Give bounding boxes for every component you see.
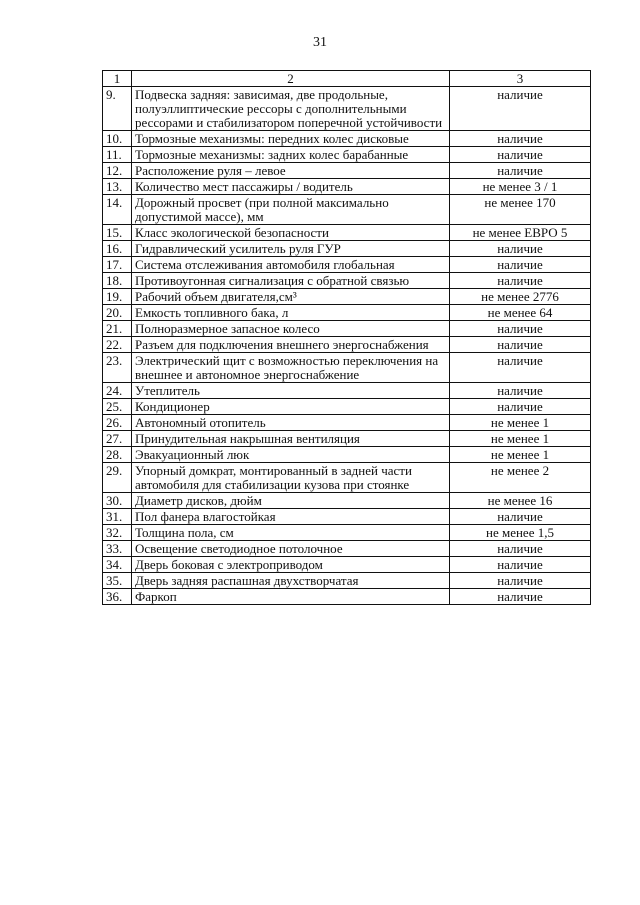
row-description-cell: Фаркоп bbox=[132, 589, 450, 605]
row-number-cell: 18. bbox=[103, 273, 132, 289]
specification-table-body bbox=[103, 71, 591, 605]
row-number-cell: 30. bbox=[103, 493, 132, 509]
row-description-cell: Тормозные механизмы: передних колес дисковые bbox=[132, 131, 450, 147]
row-number-cell: 31. bbox=[103, 509, 132, 525]
table-row bbox=[103, 337, 591, 353]
header-cell-description: 2 bbox=[132, 71, 450, 87]
row-description-cell: Диаметр дисков, дюйм bbox=[132, 493, 450, 509]
table-row bbox=[103, 305, 591, 321]
row-value-cell: не менее 170 bbox=[450, 195, 591, 225]
table-row bbox=[103, 131, 591, 147]
row-description-cell: Толщина пола, см bbox=[132, 525, 450, 541]
row-description-cell: Кондиционер bbox=[132, 399, 450, 415]
row-value-cell: наличие bbox=[450, 257, 591, 273]
table-row bbox=[103, 463, 591, 493]
row-number-cell: 29. bbox=[103, 463, 132, 493]
row-description-cell: Количество мест пассажиры / водитель bbox=[132, 179, 450, 195]
row-number-cell: 26. bbox=[103, 415, 132, 431]
table-row bbox=[103, 541, 591, 557]
row-description-cell: Полноразмерное запасное колесо bbox=[132, 321, 450, 337]
row-number-cell: 12. bbox=[103, 163, 132, 179]
row-value-cell: наличие bbox=[450, 131, 591, 147]
table-header-row bbox=[103, 71, 591, 87]
table-row bbox=[103, 525, 591, 541]
table-row bbox=[103, 573, 591, 589]
row-value-cell: наличие bbox=[450, 321, 591, 337]
row-number-cell: 36. bbox=[103, 589, 132, 605]
row-value-cell: наличие bbox=[450, 573, 591, 589]
row-value-cell: не менее 64 bbox=[450, 305, 591, 321]
row-number-cell: 14. bbox=[103, 195, 132, 225]
table-row bbox=[103, 509, 591, 525]
table-row bbox=[103, 353, 591, 383]
row-description-cell: Система отслеживания автомобиля глобальная bbox=[132, 257, 450, 273]
row-value-cell: наличие bbox=[450, 353, 591, 383]
page-number: 31 bbox=[313, 35, 327, 50]
table-row bbox=[103, 195, 591, 225]
row-description-cell: Класс экологической безопасности bbox=[132, 225, 450, 241]
row-number-cell: 21. bbox=[103, 321, 132, 337]
row-value-cell: не менее 2 bbox=[450, 463, 591, 493]
table-row bbox=[103, 273, 591, 289]
row-number-cell: 17. bbox=[103, 257, 132, 273]
row-number-cell: 10. bbox=[103, 131, 132, 147]
row-value-cell: наличие bbox=[450, 163, 591, 179]
row-value-cell: не менее 2776 bbox=[450, 289, 591, 305]
row-value-cell: не менее 16 bbox=[450, 493, 591, 509]
table-row bbox=[103, 163, 591, 179]
row-value-cell: наличие bbox=[450, 589, 591, 605]
table-row bbox=[103, 147, 591, 163]
table-row bbox=[103, 179, 591, 195]
header-cell-value: 3 bbox=[450, 71, 591, 87]
row-value-cell: не менее ЕВРО 5 bbox=[450, 225, 591, 241]
row-number-cell: 11. bbox=[103, 147, 132, 163]
table-row bbox=[103, 225, 591, 241]
table-row bbox=[103, 257, 591, 273]
table-row bbox=[103, 87, 591, 131]
table-row bbox=[103, 447, 591, 463]
row-number-cell: 24. bbox=[103, 383, 132, 399]
row-description-cell: Емкость топливного бака, л bbox=[132, 305, 450, 321]
row-description-cell: Пол фанера влагостойкая bbox=[132, 509, 450, 525]
table-row bbox=[103, 289, 591, 305]
row-description-cell: Расположение руля – левое bbox=[132, 163, 450, 179]
row-number-cell: 25. bbox=[103, 399, 132, 415]
table-row bbox=[103, 493, 591, 509]
row-description-cell: Эвакуационный люк bbox=[132, 447, 450, 463]
row-description-cell: Освещение светодиодное потолочное bbox=[132, 541, 450, 557]
row-description-cell: Рабочий объем двигателя,см³ bbox=[132, 289, 450, 305]
table-row bbox=[103, 241, 591, 257]
row-description-cell: Упорный домкрат, монтированный в задней части автомобиля для стабилизации кузова при стоянке bbox=[132, 463, 450, 493]
row-number-cell: 27. bbox=[103, 431, 132, 447]
row-value-cell: не менее 1,5 bbox=[450, 525, 591, 541]
row-number-cell: 35. bbox=[103, 573, 132, 589]
row-value-cell: не менее 3 / 1 bbox=[450, 179, 591, 195]
table-row bbox=[103, 415, 591, 431]
row-description-cell: Подвеска задняя: зависимая, две продольные, полуэллиптические рессоры с дополнительными рессорами и стабилизатором поперечной устойчивости bbox=[132, 87, 450, 131]
row-number-cell: 15. bbox=[103, 225, 132, 241]
row-number-cell: 9. bbox=[103, 87, 132, 131]
row-number-cell: 33. bbox=[103, 541, 132, 557]
row-number-cell: 19. bbox=[103, 289, 132, 305]
table-row bbox=[103, 383, 591, 399]
row-number-cell: 20. bbox=[103, 305, 132, 321]
row-description-cell: Утеплитель bbox=[132, 383, 450, 399]
row-description-cell: Гидравлический усилитель руля ГУР bbox=[132, 241, 450, 257]
row-value-cell: наличие bbox=[450, 557, 591, 573]
row-number-cell: 28. bbox=[103, 447, 132, 463]
row-value-cell: наличие bbox=[450, 87, 591, 131]
row-description-cell: Дорожный просвет (при полной максимально допустимой массе), мм bbox=[132, 195, 450, 225]
specification-table bbox=[102, 70, 591, 605]
row-value-cell: не менее 1 bbox=[450, 447, 591, 463]
row-value-cell: наличие bbox=[450, 541, 591, 557]
table-row bbox=[103, 589, 591, 605]
row-value-cell: наличие bbox=[450, 399, 591, 415]
row-description-cell: Дверь боковая с электроприводом bbox=[132, 557, 450, 573]
row-number-cell: 34. bbox=[103, 557, 132, 573]
table-row bbox=[103, 321, 591, 337]
row-number-cell: 13. bbox=[103, 179, 132, 195]
row-description-cell: Электрический щит с возможностью переключения на внешнее и автономное энергоснабжение bbox=[132, 353, 450, 383]
row-value-cell: наличие bbox=[450, 509, 591, 525]
row-description-cell: Противоугонная сигнализация с обратной связью bbox=[132, 273, 450, 289]
header-cell-number: 1 bbox=[103, 71, 132, 87]
row-value-cell: наличие bbox=[450, 241, 591, 257]
row-value-cell: наличие bbox=[450, 147, 591, 163]
row-value-cell: не менее 1 bbox=[450, 431, 591, 447]
row-number-cell: 32. bbox=[103, 525, 132, 541]
table-row bbox=[103, 431, 591, 447]
row-description-cell: Автономный отопитель bbox=[132, 415, 450, 431]
row-number-cell: 22. bbox=[103, 337, 132, 353]
row-value-cell: наличие bbox=[450, 273, 591, 289]
row-description-cell: Разъем для подключения внешнего энергоснабжения bbox=[132, 337, 450, 353]
table-row bbox=[103, 399, 591, 415]
row-description-cell: Дверь задняя распашная двухстворчатая bbox=[132, 573, 450, 589]
row-value-cell: не менее 1 bbox=[450, 415, 591, 431]
row-description-cell: Принудительная накрышная вентиляция bbox=[132, 431, 450, 447]
row-number-cell: 16. bbox=[103, 241, 132, 257]
row-value-cell: наличие bbox=[450, 337, 591, 353]
row-number-cell: 23. bbox=[103, 353, 132, 383]
table-row bbox=[103, 557, 591, 573]
row-description-cell: Тормозные механизмы: задних колес барабанные bbox=[132, 147, 450, 163]
row-value-cell: наличие bbox=[450, 383, 591, 399]
